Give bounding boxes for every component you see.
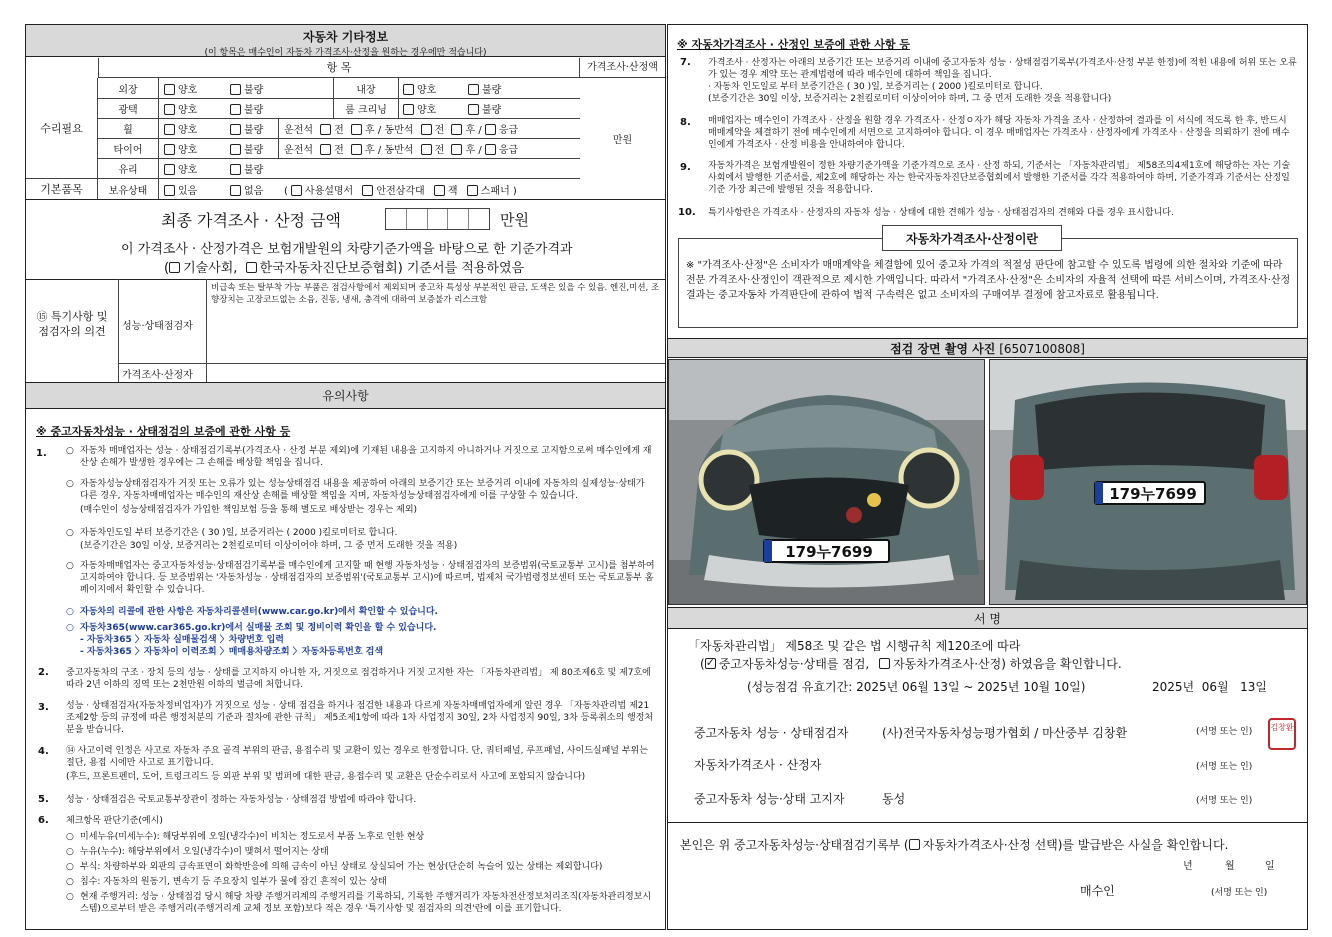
note-1c: 자동차인도일 부터 보증기간은 ( 30 )일, 보증거리는 ( 2000 )킬로미터로 합니다. <box>80 528 398 538</box>
rear-car-photo <box>989 359 1307 605</box>
exterior-bad[interactable]: 불량 <box>230 81 263 96</box>
interior-good[interactable]: 양호 <box>403 81 436 96</box>
checkbox[interactable] <box>230 144 241 155</box>
bullet: ○ <box>66 892 74 902</box>
law-reference: 「자동차관리법」 제58조 및 같은 법 시행규칙 제120조에 따라 <box>688 639 1021 653</box>
checkbox[interactable] <box>351 144 362 155</box>
note-4: ⑭ 사고이력 인정은 사고로 자동차 주요 골격 부위의 판금, 용접수리 및 교환이 있는 경우로 한정합니다. 단, 쿼터패널, 루프패널, 사이드실패널 부위는 절단, 용접 시에만 사고로 표기합니다. <box>66 746 648 768</box>
inspector-label: 중고자동차 성능 · 상태점검자 <box>694 726 849 740</box>
gloss-bad[interactable]: 불량 <box>230 101 263 116</box>
definition-title: 자동차가격조사·산정이란 <box>882 225 1062 251</box>
front-plate-text: 179누7699 <box>785 543 873 561</box>
gloss-label: 광택 <box>118 105 138 116</box>
bullet: ○ <box>66 623 74 633</box>
special-notes-label: ⑮ 특기사항 및 점검자의 의견 <box>36 310 108 338</box>
tire-positions: 운전석 전 후 / 동반석 전 후 / 응급 <box>284 145 519 156</box>
bullet: ○ <box>66 479 74 489</box>
inspector-name: (사)전국자동차성능평가협회 / 마산중부 김창환 <box>882 726 1128 740</box>
checkbox[interactable] <box>164 144 175 155</box>
checkbox[interactable] <box>485 124 496 135</box>
note-4b: (후드, 프론트펜더, 도어, 트렁크리드 등 외판 부위 및 범퍼에 대한 판금, 용접수리 및 교환은 단순수리로서 사고에 포함되지 않습니다) <box>66 772 586 782</box>
checkbox[interactable] <box>291 185 302 196</box>
note-8: 매매업자는 매수인이 가격조사 · 산정을 원할 경우 가격조사 · 산정ㅇ자가 해당 자동차 가격을 조사 · 산정하여 결과를 이 서식에 적도록 한 후, 반드시 매매계약을 체결하기 전에 매수인에게 서면으로 고지하여야 합니다. 이 경우 매매업자는 가격조사 · 산정자에게 가격조사 · 산정을 의뢰하기 전에 매수인에게 가격조사 · 산정 비용을 안내하여야 합니다. <box>708 116 1290 150</box>
front-car-image <box>669 360 985 605</box>
appraiser-label: 자동차가격조사 · 산정자 <box>694 758 822 772</box>
final-price-input[interactable] <box>385 208 490 230</box>
bullet: ○ <box>66 862 74 872</box>
bullet: ○ <box>66 561 74 571</box>
num-10: 10. <box>678 207 696 218</box>
checkbox[interactable] <box>403 84 414 95</box>
confirm-line: (✓ 중고자동차성능·상태를 점검, 자동차가격조사·산정) 하였음을 확인합니다. <box>700 655 1122 672</box>
owned-yes[interactable]: 있음 <box>164 182 197 197</box>
note-1b: 자동차성능상태점검자가 거짓 또는 오류가 있는 성능상태점검 내용을 제공하여 아래의 보증기간 또는 보증거리 이내에 자동차의 실제성능·상태가 다른 경우, 자동차매매업자는 매수인의 재산상 손해를 배상할 책임을 지며, 자동차성능상태점검자에게 이를 구상할 수 있습니다. <box>80 479 645 501</box>
notice-head: ※ 중고자동차성능 · 상태점검의 보증에 관한 사항 등 <box>36 425 291 438</box>
glass-bad[interactable]: 불량 <box>230 161 263 176</box>
front-car-photo <box>668 359 985 605</box>
bullet: ○ <box>66 832 74 842</box>
num-9: 9. <box>680 162 691 173</box>
notifier-sign-hint: (서명 또는 인) <box>1196 796 1253 806</box>
glass-label: 유리 <box>118 165 138 176</box>
note-7: 가격조사 · 산정자는 아래의 보증기간 또는 보증거리 이내에 중고자동차 성능 · 상태점검기록부(가격조사·산정 부분 한정)에 적힌 내용에 허위 또는 오류가 있는 경우 계약 또는 관계법령에 따라 매수인에 대하여 책임을 집니다. <box>708 58 1297 80</box>
note-6c: 부식: 차량하부와 외판의 금속표면이 화학반응에 의해 금속이 아닌 상태로 상실되어 가는 현상(단순히 녹슬어 있는 상태는 제외합니다) <box>80 862 603 872</box>
room-clean-good[interactable]: 양호 <box>403 101 436 116</box>
checkbox[interactable] <box>246 262 257 273</box>
appraiser-sign-hint: (서명 또는 인) <box>1196 762 1253 772</box>
note-5: 성능 · 상태점검은 국토교통부장관이 정하는 자동차성능 · 상태점검 방법에 따라야 합니다. <box>66 795 417 805</box>
notifier-label: 중고자동차 성능·상태 고지자 <box>694 792 845 806</box>
note-1a: 자동차 매매업자는 성능 · 상태점검기록부(가격조사 · 산정 부분 제외)에 기재된 내용을 고지하지 아니하거나 거짓으로 고지함으로써 매수인에게 재산상 손해가 발생한 경우에는 그 손해를 배상할 책임을 집니다. <box>80 446 652 468</box>
checkbox[interactable] <box>230 164 241 175</box>
note-9: 자동차가격은 보험개발원이 정한 차량기준가액을 기준가격으로 조사 · 산정 하되, 기준서는 「자동차관리법」 제58조의4제1호에 해당하는 자는 기술사회에서 발행한 기준서를, 제2호에 해당하는 자는 한국자동차진단보증협회에서 발행한 기준서를 각각 적용하여야 하며, 기준가격과 기준서는 산정일 기준 가장 최근에 발행된 것을 적용합니다. <box>708 161 1291 195</box>
item-header: 항 목 <box>98 58 580 78</box>
other-info-title: 자동차 기타정보 <box>302 30 389 44</box>
note-6b: 누유(누수): 해당부위에서 오일(냉각수)이 맺혀서 떨어지는 상태 <box>80 847 329 857</box>
bullet: ○ <box>66 847 74 857</box>
note-1c2: (보증기간은 30일 이상, 보증거리는 2천킬로미터 이상이어야 하며, 그 중 먼저 도래한 것을 적용) <box>80 541 458 551</box>
checkbox[interactable] <box>230 84 241 95</box>
checkbox[interactable] <box>169 262 180 273</box>
note-7c: (보증기간은 30일 이상, 보증거리는 2천킬로미터 이상이어야 하며, 그 중 먼저 도래한 것을 적용합니다) <box>708 94 1112 104</box>
checkbox[interactable] <box>468 84 479 95</box>
wheel-label: 휠 <box>123 125 133 136</box>
checkbox[interactable] <box>230 124 241 135</box>
repair-table <box>26 58 665 199</box>
issue-confirmation: 본인은 위 중고자동차성능·상태점검기록부 ( 자동차가격조사·산정 선택)를 발급받은 사실을 확인합니다. <box>680 838 1229 852</box>
issue-appraisal-checkbox[interactable] <box>909 839 920 850</box>
tire-label: 타이어 <box>113 145 143 156</box>
wheel-good[interactable]: 양호 <box>164 121 197 136</box>
checkbox[interactable] <box>230 185 241 196</box>
note-1f3: - 자동차365 〉자동차이 이력조회 〉매매용차량조회 〉자동차등록번호 검색 <box>80 647 384 657</box>
checkbox[interactable] <box>421 124 432 135</box>
appraiser-opinion-label: 가격조사·산정자 <box>122 370 193 381</box>
final-price-section <box>26 203 665 279</box>
checkbox[interactable] <box>451 124 462 135</box>
note-1d: 자동차매매업자는 중고자동차성능·상태점검기록부를 매수인에게 고지할 때 현행 자동차성능 · 상태점검자의 보증범위(국토교통부 고시)를 첨부하여 고지하여야 합니다. 등 보증범위는 '자동차성능 · 상태점검자의 보증범위'(국토교통부 고시)에 따르며, 법제처 국가법령정보센터 또는 국토교통부 홈페이지에서 확인할 수 있습니다. <box>80 561 655 595</box>
checkbox[interactable] <box>485 144 496 155</box>
final-price-unit: 만원 <box>500 211 529 229</box>
bullet: ○ <box>66 607 74 617</box>
note-10: 특기사항란은 가격조사 · 산정자의 자동차 성능 · 상태에 대한 견해가 성능 · 상태점검자의 견해와 다를 경우 표시합니다. <box>708 208 1174 218</box>
definition-text: ※ "가격조사·산정"은 소비자가 매매계약을 체결함에 있어 중고차 가격의 적절성 판단에 참고할 수 있도록 법령에 의한 절차와 기준에 따라 전문 가격조사·산정인이 객관적으로 제시한 가액입니다. 따라서 "가격조사·산정"은 소비자의 자율적 선택에 따른 서비스이며, 가격조사·산정 결과는 중고자동차 가격판단에 관하여 법적 구속력은 없고 소비자의 구매여부 결정에 참고자료로 활용됩니다. <box>686 260 1291 301</box>
repair-needed-label: 수리필요 <box>26 78 98 179</box>
exterior-label: 외장 <box>118 85 138 96</box>
interior-bad[interactable]: 불량 <box>468 81 501 96</box>
checkbox[interactable] <box>467 185 478 196</box>
owned-items: ( 사용설명서 안전삼각대 잭 스패너 ) <box>284 186 517 197</box>
checkbox[interactable] <box>351 124 362 135</box>
room-clean-bad[interactable]: 불량 <box>468 101 501 116</box>
tire-good[interactable]: 양호 <box>164 141 197 156</box>
exterior-good[interactable]: 양호 <box>164 81 197 96</box>
checkbox[interactable] <box>468 104 479 115</box>
tire-bad[interactable]: 불량 <box>230 141 263 156</box>
buyer-sign-hint: (서명 또는 인) <box>1211 888 1268 898</box>
note-2: 중고자동차의 구조 · 장치 등의 성능 · 상태를 고지하지 아니한 자, 거짓으로 점검하거나 거짓 고지한 자는 「자동차관리법」 제 80조제6호 및 제7호에 따라 2년 이하의 징역 또는 2천만원 이하의 벌금에 처합니다. <box>66 668 651 690</box>
price-header: 가격조사·산정액 <box>580 58 665 78</box>
owned-label: 보유상태 <box>108 186 148 197</box>
num-1: 1. <box>36 448 47 459</box>
checkbox[interactable] <box>164 164 175 175</box>
checkbox[interactable] <box>164 124 175 135</box>
special-notes-section <box>26 279 665 382</box>
note-6e: 현재 주행거리: 성능 · 상태점검 당시 해당 차량 주행거리계의 주행거리를 기록하되, 기록한 주행거리가 자동차전산정보처리조직(자동차관리정보시스템)으로부터 받은 주행거리(주행거리계 교체 정보 포함)보다 적은 경우 '특기사항 및 점검자의 의견'란에 이를 표기합니다. <box>80 892 652 914</box>
num-8: 8. <box>680 117 691 128</box>
room-clean-label: 룸 크리닝 <box>345 105 387 116</box>
num-6: 6. <box>38 815 49 826</box>
checkbox[interactable] <box>421 144 432 155</box>
buyer-label: 매수인 <box>1080 884 1115 898</box>
issue-day: 일 <box>1265 861 1275 872</box>
note-1f2: - 자동차365 〉자동차 실매물검색 〉차량번호 입력 <box>80 635 284 645</box>
final-price-desc: 이 가격조사 · 산정가격은 보험개발원의 차량기준가액을 바탕으로 한 기준가격과 <box>121 242 573 257</box>
interior-label: 내장 <box>356 85 376 96</box>
checkbox[interactable] <box>164 104 175 115</box>
photo-header: 점검 장면 촬영 사진 [6507100808] <box>668 338 1307 358</box>
price-won: 만원 <box>612 135 633 146</box>
num-3: 3. <box>38 702 49 713</box>
checkbox[interactable] <box>164 185 175 196</box>
appraisal-checkbox[interactable] <box>879 658 890 669</box>
inspector-opinion-text: 비급속 또는 탈부착 가능 부품은 점검사항에서 제외되며 중고차 특성상 부분적인 판금, 도색은 있을 수 있음. 엔진,미션, 조향장치는 고장코드없는 소음, 진동, 냉새, 충격에 대하여 보증불가 리스크함 <box>211 283 660 305</box>
note-7b: · 자동차 인도일로 부터 보증기간은 ( 30 )일, 보증거리는 ( 2000 )킬로미터로 합니다. <box>708 82 1043 92</box>
inspector-seal-icon: 김창환 <box>1268 718 1296 750</box>
final-price-title: 최종 가격조사 · 산정 금액 <box>161 211 341 230</box>
inspector-opinion-label: 성능·상태점검자 <box>122 321 193 332</box>
num-4: 4. <box>38 746 49 757</box>
num-5: 5. <box>38 794 49 805</box>
checkbox[interactable] <box>320 124 331 135</box>
sign-date: 2025년 06월 13일 <box>1152 680 1267 694</box>
bullet: ○ <box>66 446 74 456</box>
inspection-checkbox[interactable] <box>705 658 716 669</box>
issue-year: 년 <box>1183 861 1193 872</box>
checkbox[interactable] <box>164 84 175 95</box>
checkbox[interactable] <box>434 185 445 196</box>
bullet: ○ <box>66 528 74 538</box>
note-6d: 침수: 자동차의 원동기, 변속기 등 주요장치 일부가 물에 잠긴 흔적이 있는 상태 <box>80 877 387 887</box>
note-6a: 미세누유(미세누수): 해당부위에 오일(냉각수)이 비치는 정도로서 부품 노후로 인한 현상 <box>80 832 425 842</box>
checkbox[interactable] <box>403 104 414 115</box>
checkbox[interactable] <box>320 144 331 155</box>
note-3: 성능 · 상태점검자(자동차정비업자)가 거짓으로 성능 · 상태 점검을 하거나 점검한 내용과 다르게 자동차매매업자에게 알린 경우 「자동차관리법 제21조제2항 등의 규정에 따른 행정처분의 기준과 절차에 관한 규칙」 제5조제1항에 따라 1차 사업정지 30일, 2차 사업정지 90일, 3차 등록취소의 행정처분을 받습니다. <box>66 701 654 735</box>
notifier-name: 동성 <box>882 792 906 806</box>
checkbox[interactable] <box>451 144 462 155</box>
num-2: 2. <box>38 667 49 678</box>
owned-no[interactable]: 없음 <box>230 182 263 197</box>
checkbox[interactable] <box>230 104 241 115</box>
issue-month: 월 <box>1225 861 1235 872</box>
final-price-desc2: ( 기술사회, 한국자동차진단보증협회) 기준서를 적용하였음 <box>164 261 525 276</box>
validity-period: (성능점검 유효기간: 2025년 06월 13일 ~ 2025년 10월 10일) <box>747 680 1086 694</box>
gloss-good[interactable]: 양호 <box>164 101 197 116</box>
rear-car-image <box>990 360 1307 605</box>
right-head: ※ 자동차가격조사 · 산정인 보증에 관한 사항 등 <box>677 38 910 51</box>
other-info-header <box>26 25 665 57</box>
other-info-subtitle: (이 항목은 매수인이 자동차 가격조사·산정을 원하는 경우에만 적습니다) <box>204 48 487 58</box>
bullet: ○ <box>66 877 74 887</box>
num-7: 7. <box>680 57 691 68</box>
note-1f: 자동차365(www.car365.go.kr)에서 실매물 조회 및 정비이력 확인을 할 수 있습니다. <box>80 623 437 633</box>
inspector-sign-hint: (서명 또는 인) <box>1196 727 1253 737</box>
signature-header: 서 명 <box>668 607 1307 629</box>
note-1b2: (매수인이 성능상태점검자가 가입한 책임보험 등을 통해 별도로 배상받는 경우는 제외) <box>80 505 418 515</box>
checkbox[interactable] <box>362 185 373 196</box>
glass-good[interactable]: 양호 <box>164 161 197 176</box>
rear-plate-text: 179누7699 <box>1109 485 1197 503</box>
wheel-positions: 운전석 전 후 / 동반석 전 후 / 응급 <box>284 125 519 136</box>
notice-header: 유의사항 <box>26 382 665 409</box>
wheel-bad[interactable]: 불량 <box>230 121 263 136</box>
note-1e: 자동차의 리콜에 관한 사항은 자동차리콜센터(www.car.go.kr)에서 확인할 수 있습니다. <box>80 607 438 617</box>
basic-items-label: 기본품목 <box>26 179 98 199</box>
note-6: 체크항목 판단기준(예시) <box>66 816 163 826</box>
